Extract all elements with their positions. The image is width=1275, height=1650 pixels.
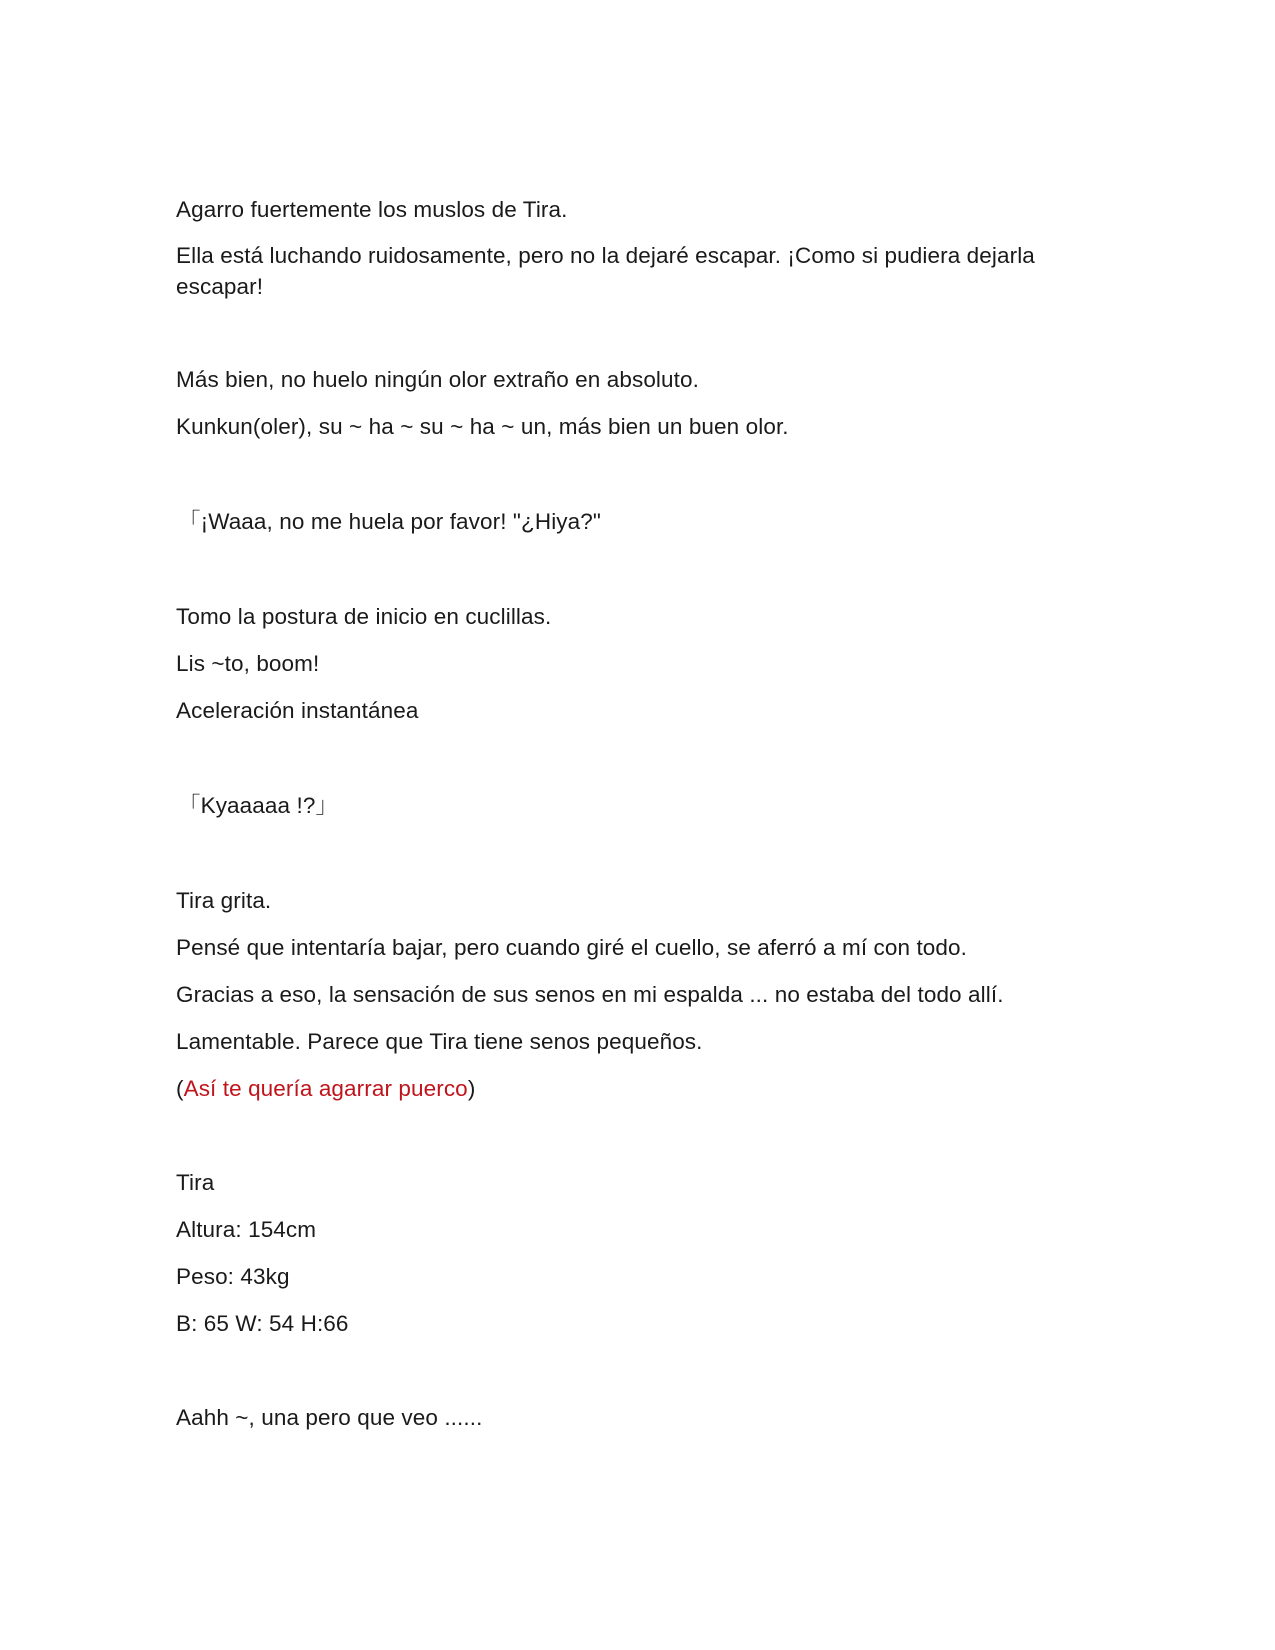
note-open-paren: ( — [176, 1076, 184, 1101]
paragraph: Tomo la postura de inicio en cuclillas. — [176, 604, 552, 629]
dialogue-line: 「Kyaaaaa !?」 — [178, 793, 339, 818]
profile-measurements: B: 65 W: 54 H:66 — [176, 1311, 349, 1336]
paragraph: Lamentable. Parece que Tira tiene senos pequeños. — [176, 1029, 703, 1054]
paragraph: Más bien, no huelo ningún olor extraño en absoluto. — [176, 367, 699, 392]
paragraph: Kunkun(oler), su ~ ha ~ su ~ ha ~ un, más bien un buen olor. — [176, 414, 789, 439]
translator-note — [176, 1073, 1096, 1104]
profile-weight: Peso: 43kg — [176, 1264, 290, 1289]
note-close-paren: ) — [467, 1076, 476, 1101]
note-text: Así te quería agarrar puerco — [183, 1076, 468, 1101]
paragraph: Agarro fuertemente los muslos de Tira. — [176, 197, 568, 222]
dialogue-line: 「¡Waaa, no me huela por favor! "¿Hiya?" — [178, 509, 601, 534]
profile-name: Tira — [176, 1170, 215, 1195]
paragraph: Lis ~to, boom! — [176, 651, 320, 676]
paragraph: Ella está luchando ruidosamente, pero no la dejaré escapar. ¡Como si pudiera dejarla escapar! — [176, 243, 1035, 299]
paragraph: Pensé que intentaría bajar, pero cuando giré el cuello, se aferró a mí con todo. — [176, 935, 967, 960]
closing-paragraph: Aahh ~, una pero que veo ...... — [176, 1405, 483, 1430]
paragraph: Aceleración instantánea — [176, 698, 419, 723]
profile-height: Altura: 154cm — [176, 1217, 317, 1242]
paragraph: Tira grita. — [176, 888, 272, 913]
paragraph: Gracias a eso, la sensación de sus senos en mi espalda ... no estaba del todo allí. — [176, 982, 1004, 1007]
